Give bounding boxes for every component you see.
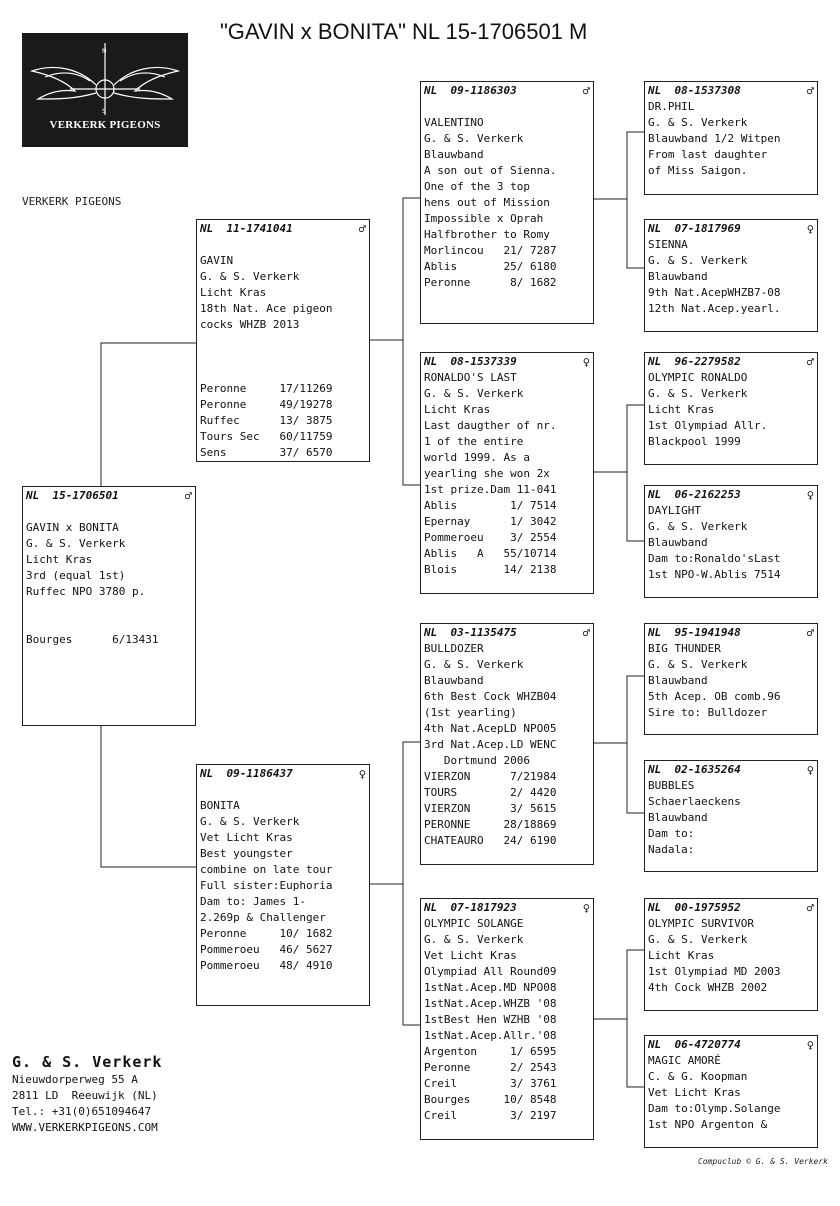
card-line: BUBBLES [648, 779, 695, 792]
card-line [200, 365, 366, 381]
ring-number: NL 03-1135475 [424, 626, 517, 639]
male-icon: ♂ [806, 626, 814, 640]
card-line: G. & S. Verkerk [26, 537, 126, 550]
svg-text:N: N [102, 48, 107, 55]
ring-number: NL 07-1817969 [648, 222, 741, 235]
card-line: RONALDO'S LAST [424, 371, 517, 384]
card-line: Blauwband [424, 148, 484, 161]
breeder-address: Nieuwdorperweg 55 A [12, 1073, 138, 1086]
card-line: Impossible x Oprah [424, 212, 544, 225]
card-line: Bourges 6/13431 [26, 633, 159, 646]
card-line: 3rd Nat.Acep.LD WENC [424, 738, 557, 751]
pedigree-card-gen4-1 [644, 81, 818, 195]
pedigree-card-gen4-2 [644, 219, 818, 332]
card-line: Last daugther of nr. [424, 419, 557, 432]
card-line: Ablis 25/ 6180 [424, 260, 557, 273]
card-line: Tours Sec 60/11759 [200, 430, 333, 443]
pedigree-card-gen4-8 [644, 1035, 818, 1148]
card-line: Bourges 10/ 8548 [424, 1093, 557, 1106]
card-line: Epernay 1/ 3042 [424, 515, 557, 528]
card-line: TOURS 2/ 4420 [424, 786, 557, 799]
svg-text:S: S [102, 108, 106, 115]
card-line: Blauwband 1/2 Witpen [648, 132, 781, 145]
pedigree-card-sire-sire [420, 81, 594, 324]
logo-text: VERKERK PIGEONS [49, 119, 161, 131]
card-line: 1stNat.Acep.Allr.'08 [424, 1029, 557, 1042]
pedigree-card-gen4-3 [644, 352, 818, 465]
card-line: SIENNA [648, 238, 688, 251]
card-line: Sens 37/ 6570 [200, 446, 333, 459]
card-line: Sire to: Bulldozer [648, 706, 768, 719]
card-line: 9th Nat.AcepWHZB7-08 [648, 286, 781, 299]
card-line [26, 616, 192, 632]
card-line: 4th Nat.AcepLD NPO05 [424, 722, 557, 735]
card-line: 2.269p & Challenger [200, 911, 326, 924]
ring-number: NL 02-1635264 [648, 763, 741, 776]
breeder-name: G. & S. Verkerk [12, 1053, 163, 1071]
female-icon: ♀ [806, 1038, 814, 1052]
card-line: Ablis A 55/10714 [424, 547, 557, 560]
ring-number: NL 07-1817923 [424, 901, 517, 914]
brand-label: VERKERK PIGEONS [22, 195, 122, 208]
card-line: 1st NPO-W.Ablis 7514 [648, 568, 781, 581]
male-icon: ♂ [358, 222, 366, 236]
card-line: BONITA [200, 799, 240, 812]
card-line: G. & S. Verkerk [200, 815, 300, 828]
card-line: Ablis 1/ 7514 [424, 499, 557, 512]
female-icon: ♀ [806, 222, 814, 236]
ring-number: NL 08-1537339 [424, 355, 517, 368]
card-line: Pommeroeu 46/ 5627 [200, 943, 333, 956]
card-line: GAVIN x BONITA [26, 521, 119, 534]
card-line: Blauwband [648, 270, 708, 283]
male-icon: ♂ [806, 355, 814, 369]
card-line [200, 333, 366, 349]
card-line: Ruffec 13/ 3875 [200, 414, 333, 427]
card-line: Peronne 10/ 1682 [200, 927, 333, 940]
card-line: G. & S. Verkerk [424, 387, 524, 400]
card-line: Morlincou 21/ 7287 [424, 244, 557, 257]
card-line: VIERZON 7/21984 [424, 770, 557, 783]
ring-number: NL 00-1975952 [648, 901, 741, 914]
card-line: cocks WHZB 2013 [200, 318, 300, 331]
card-line: G. & S. Verkerk [648, 254, 748, 267]
pedigree-card-gen4-4 [644, 485, 818, 598]
card-line: 4th Cock WHZB 2002 [648, 981, 768, 994]
male-icon: ♂ [184, 489, 192, 503]
card-line: CHATEAURO 24/ 6190 [424, 834, 557, 847]
card-line: Dam to: [648, 827, 695, 840]
card-line: 3rd (equal 1st) [26, 569, 126, 582]
card-line: G. & S. Verkerk [648, 116, 748, 129]
male-icon: ♂ [806, 84, 814, 98]
card-line: GAVIN [200, 254, 234, 267]
card-line: From last daughter [648, 148, 768, 161]
breeder-phone: Tel.: +31(0)651094647 [12, 1105, 152, 1118]
card-line: hens out of Mission [424, 196, 550, 209]
card-line: Dam to:Olymp.Solange [648, 1102, 781, 1115]
pedigree-card-dam-dam [420, 898, 594, 1140]
card-line: Peronne 17/11269 [200, 382, 333, 395]
female-icon: ♀ [582, 901, 590, 915]
ring-number: NL 06-4720774 [648, 1038, 741, 1051]
pedigree-card-subject [22, 486, 196, 726]
card-line: Blackpool 1999 [648, 435, 741, 448]
male-icon: ♂ [806, 901, 814, 915]
page-title: "GAVIN x BONITA" NL 15-1706501 M [220, 19, 588, 44]
card-line: Blauwband [648, 674, 708, 687]
card-line: Licht Kras [424, 403, 491, 416]
breeder-city: 2811 LD Reeuwijk (NL) [12, 1089, 158, 1102]
card-line: 6th Best Cock WHZB04 [424, 690, 557, 703]
ring-number: NL 08-1537308 [648, 84, 741, 97]
pedigree-card-dam-sire [420, 623, 594, 865]
pedigree-card-sire [196, 219, 370, 462]
card-line: Creil 3/ 3761 [424, 1077, 557, 1090]
card-line [200, 349, 366, 365]
card-line: Peronne 49/19278 [200, 398, 333, 411]
card-line: Licht Kras [648, 949, 715, 962]
card-line: Pommeroeu 3/ 2554 [424, 531, 557, 544]
card-line: G. & S. Verkerk [648, 520, 748, 533]
ring-number: NL 11-1741041 [200, 222, 293, 235]
card-line: 1stNat.Acep.MD NPO08 [424, 981, 557, 994]
pedigree-card-gen4-7 [644, 898, 818, 1011]
card-line: Ruffec NPO 3780 p. [26, 585, 146, 598]
card-line: Peronne 8/ 1682 [424, 276, 557, 289]
card-line: VIERZON 3/ 5615 [424, 802, 557, 815]
card-line: 1st prize.Dam 11-041 [424, 483, 557, 496]
card-line: Dam to:Ronaldo'sLast [648, 552, 781, 565]
card-line: Creil 3/ 2197 [424, 1109, 557, 1122]
card-line: Pommeroeu 48/ 4910 [200, 959, 333, 972]
copyright-note: Compuclub © G. & S. Verkerk [697, 1157, 828, 1166]
card-line: Argenton 1/ 6595 [424, 1045, 557, 1058]
ring-number: NL 06-2162253 [648, 488, 741, 501]
card-line: G. & S. Verkerk [424, 132, 524, 145]
card-line: One of the 3 top [424, 180, 530, 193]
card-line: Vet Licht Kras [424, 949, 517, 962]
card-line: 1stBest Hen WZHB '08 [424, 1013, 557, 1026]
pedigree-card-dam [196, 764, 370, 1006]
female-icon: ♀ [358, 767, 366, 781]
card-line: (1st yearling) [424, 706, 517, 719]
breeder-contact [12, 1052, 162, 1136]
card-line: 1st Olympiad Allr. [648, 419, 768, 432]
male-icon: ♂ [582, 84, 590, 98]
card-line: MAGIC AMORÉ [648, 1054, 721, 1067]
card-line: Blauwband [648, 811, 708, 824]
ring-number: NL 09-1186437 [200, 767, 293, 780]
card-line: of Miss Saigon. [648, 164, 748, 177]
card-line: BULLDOZER [424, 642, 484, 655]
card-line: yearling she won 2x [424, 467, 550, 480]
card-line: 5th Acep. OB comb.96 [648, 690, 781, 703]
card-line: Olympiad All Round09 [424, 965, 557, 978]
ring-number: NL 95-1941948 [648, 626, 741, 639]
card-line: G. & S. Verkerk [424, 933, 524, 946]
card-line: 1st NPO Argenton & [648, 1118, 768, 1131]
card-line: 1 of the entire [424, 435, 524, 448]
card-line: Vet Licht Kras [200, 831, 293, 844]
card-line: Blauwband [424, 674, 484, 687]
card-line: Vet Licht Kras [648, 1086, 741, 1099]
card-line: Licht Kras [26, 553, 93, 566]
card-line: 12th Nat.Acep.yearl. [648, 302, 781, 315]
card-line: Dortmund 2006 [424, 754, 530, 767]
pedigree-card-gen4-5 [644, 623, 818, 735]
card-line: Peronne 2/ 2543 [424, 1061, 557, 1074]
card-line: Schaerlaeckens [648, 795, 741, 808]
card-line: Dam to: James 1- [200, 895, 306, 908]
card-line: G. & S. Verkerk [648, 387, 748, 400]
card-line: 18th Nat. Ace pigeon [200, 302, 333, 315]
card-line: Best youngster [200, 847, 293, 860]
male-icon: ♂ [582, 626, 590, 640]
card-line: 1st Olympiad MD 2003 [648, 965, 781, 978]
female-icon: ♀ [806, 488, 814, 502]
card-line: Licht Kras [648, 403, 715, 416]
card-line: BIG THUNDER [648, 642, 721, 655]
breeder-website[interactable]: WWW.VERKERKPIGEONS.COM [12, 1121, 158, 1134]
card-line: combine on late tour [200, 863, 333, 876]
card-line [26, 600, 192, 616]
card-line: A son out of Sienna. [424, 164, 557, 177]
pedigree-card-gen4-6 [644, 760, 818, 872]
card-line: 1stNat.Acep.WHZB '08 [424, 997, 557, 1010]
card-line: DR.PHIL [648, 100, 695, 113]
female-icon: ♀ [806, 763, 814, 777]
ring-number: NL 96-2279582 [648, 355, 741, 368]
card-line: G. & S. Verkerk [424, 658, 524, 671]
card-line: Nadala: [648, 843, 695, 856]
pedigree-card-sire-dam [420, 352, 594, 594]
card-line: C. & G. Koopman [648, 1070, 748, 1083]
ring-number: NL 15-1706501 [26, 489, 119, 502]
card-line: OLYMPIC SOLANGE [424, 917, 524, 930]
card-line: PERONNE 28/18869 [424, 818, 557, 831]
card-line: Blauwband [648, 536, 708, 549]
card-line: Blois 14/ 2138 [424, 563, 557, 576]
card-line: G. & S. Verkerk [648, 658, 748, 671]
card-line: Licht Kras [200, 286, 267, 299]
card-line: OLYMPIC RONALDO [648, 371, 748, 384]
card-line: VALENTINO [424, 116, 484, 129]
card-line: Halfbrother to Romy [424, 228, 550, 241]
card-line: DAYLIGHT [648, 504, 701, 517]
card-line: G. & S. Verkerk [648, 933, 748, 946]
card-line: Full sister:Euphoria [200, 879, 333, 892]
female-icon: ♀ [582, 355, 590, 369]
card-line: G. & S. Verkerk [200, 270, 300, 283]
card-line: OLYMPIC SURVIVOR [648, 917, 754, 930]
ring-number: NL 09-1186303 [424, 84, 517, 97]
card-line: world 1999. As a [424, 451, 530, 464]
